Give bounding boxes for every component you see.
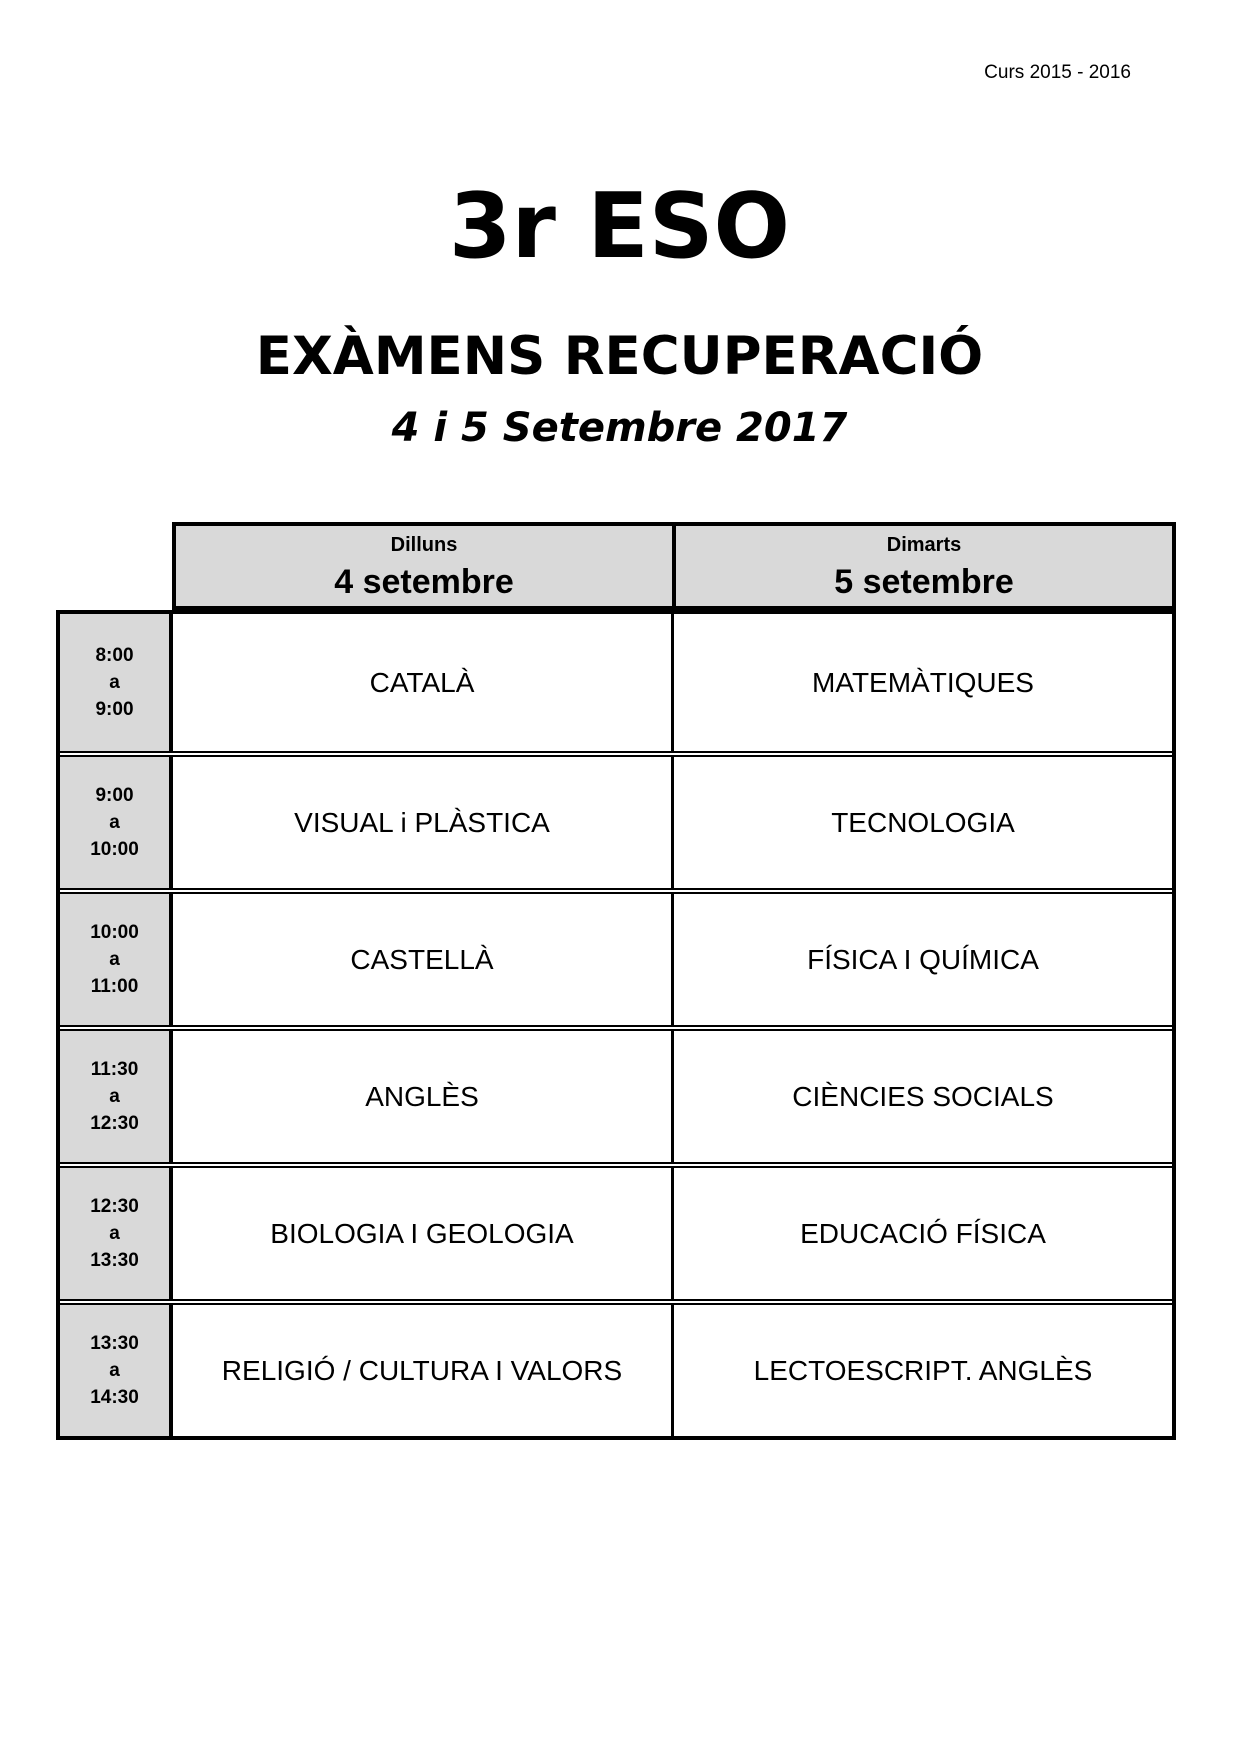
time-end: 12:30 (90, 1113, 139, 1134)
table-row (60, 1299, 1172, 1436)
time-start: 10:00 (90, 922, 139, 943)
exam-cell: MATEMÀTIQUES (812, 666, 1034, 698)
exam-cell: VISUAL i PLÀSTICA (173, 757, 674, 888)
day-date: 4 setembre (334, 563, 514, 601)
day-name: Dimarts (886, 534, 962, 556)
time-start: 13:30 (90, 1333, 139, 1354)
time-slot (60, 894, 173, 1025)
exam-cell: CATALÀ (173, 614, 674, 751)
time-slot (60, 614, 173, 751)
time-separator: a (109, 812, 120, 833)
time-slot (60, 1305, 173, 1436)
time-end: 14:30 (90, 1387, 139, 1408)
time-end: 10:00 (90, 839, 139, 860)
exam-cell: RELIGIÓ / CULTURA I VALORS (173, 1305, 674, 1436)
exam-cell: LECTOESCRIPT. ANGLÈS (753, 1354, 1093, 1386)
time-slot (60, 757, 173, 888)
time-separator: a (109, 949, 120, 970)
day-date: 5 setembre (834, 563, 1014, 601)
page-title: 3r ESO (448, 174, 791, 279)
exam-cell: CIÈNCIES SOCIALS (792, 1080, 1054, 1112)
table-row (60, 888, 1172, 1025)
table-row (60, 751, 1172, 888)
exam-cell: EDUCACIÓ FÍSICA (800, 1217, 1046, 1249)
time-separator: a (109, 672, 120, 693)
table-row (60, 1162, 1172, 1299)
exam-cell: CASTELLÀ (173, 894, 674, 1025)
table-row (60, 1025, 1172, 1162)
time-start: 9:00 (95, 785, 134, 806)
exam-cell: ANGLÈS (173, 1031, 674, 1162)
time-separator: a (109, 1086, 120, 1107)
day-header-tuesday (674, 522, 1176, 610)
time-separator: a (109, 1223, 120, 1244)
time-start: 11:30 (90, 1059, 139, 1080)
day-name: Dilluns (390, 534, 458, 556)
table-row (60, 614, 1172, 751)
course-year: Curs 2015 - 2016 (984, 62, 1131, 83)
exam-cell: TECNOLOGIA (831, 806, 1015, 838)
time-separator: a (109, 1360, 120, 1381)
exam-cell: FÍSICA I QUÍMICA (807, 943, 1039, 975)
time-end: 9:00 (95, 699, 134, 720)
time-start: 12:30 (90, 1196, 139, 1217)
day-header-monday (172, 522, 674, 610)
time-slot (60, 1168, 173, 1299)
time-end: 11:00 (90, 976, 139, 997)
time-start: 8:00 (95, 645, 134, 666)
time-slot (60, 1031, 173, 1162)
page-subtitle: EXÀMENS RECUPERACIÓ (255, 326, 984, 387)
time-end: 13:30 (90, 1250, 139, 1271)
exam-cell: BIOLOGIA I GEOLOGIA (173, 1168, 674, 1299)
schedule-table (56, 610, 1176, 1440)
exam-dates: 4 i 5 Setembre 2017 (391, 405, 848, 451)
